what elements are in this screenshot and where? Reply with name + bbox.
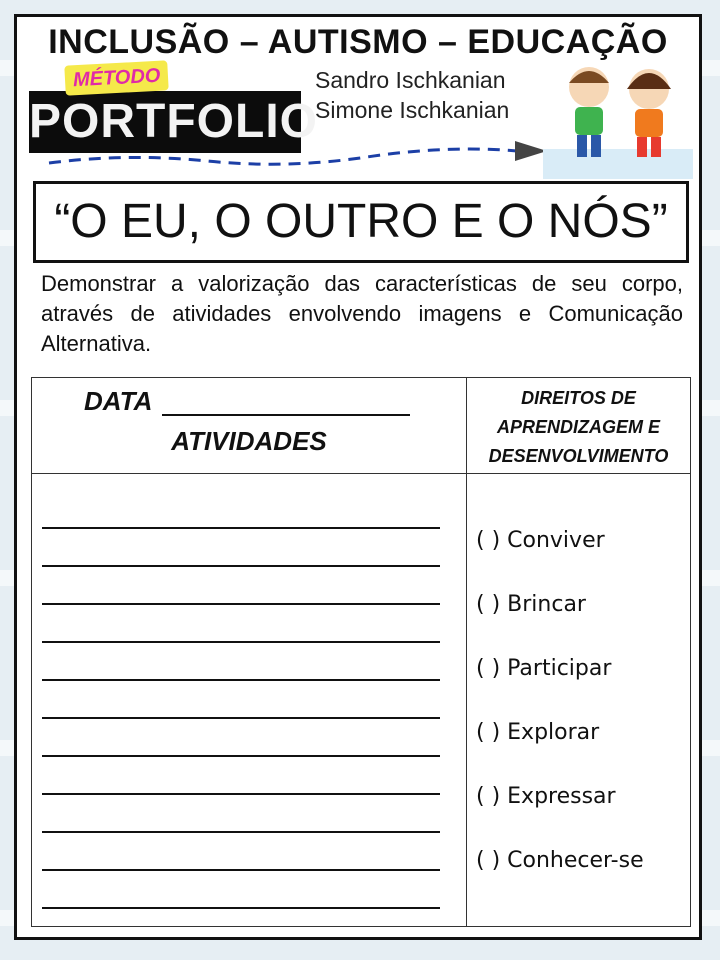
activity-writing-line[interactable]	[42, 831, 440, 833]
date-label: DATA	[84, 386, 153, 416]
rights-header-line: APRENDIZAGEM E	[496, 417, 660, 437]
option-explorar[interactable]: ( ) Explorar	[476, 720, 600, 745]
logo-portfolio-text: PORTFOLIO	[29, 91, 301, 153]
author-name: Sandro Ischkanian	[315, 67, 506, 93]
header-title: INCLUSÃO – AUTISMO – EDUCAÇÃO	[48, 23, 668, 61]
activity-writing-line[interactable]	[42, 755, 440, 757]
activities-label: ATIVIDADES	[171, 426, 327, 456]
activity-writing-line[interactable]	[42, 907, 440, 909]
authors	[315, 65, 509, 125]
date-field[interactable]	[162, 414, 410, 416]
pencil-dash-line	[47, 137, 547, 177]
option-participar[interactable]: ( ) Participar	[476, 656, 612, 681]
activity-writing-line[interactable]	[42, 641, 440, 643]
activities-table	[31, 377, 691, 927]
activity-writing-line[interactable]	[42, 869, 440, 871]
activity-writing-line[interactable]	[42, 565, 440, 567]
activity-writing-line[interactable]	[42, 603, 440, 605]
worksheet-page	[14, 14, 702, 940]
description: Demonstrar a valorização das características de seu corpo, através de atividades envolvendo imagens e Comunicação Alternativa.	[41, 271, 683, 356]
kids-illustration-icon	[537, 53, 697, 185]
rights-header	[467, 384, 690, 471]
activity-writing-line[interactable]	[42, 679, 440, 681]
rights-header-line: DIREITOS DE	[521, 388, 636, 408]
logo-metodo-badge: MÉTODO	[64, 60, 169, 95]
header-divider	[32, 473, 690, 474]
activity-writing-line[interactable]	[42, 527, 440, 529]
author-name: Simone Ischkanian	[315, 97, 510, 123]
option-conviver[interactable]: ( ) Conviver	[476, 528, 605, 553]
worksheet-title: “O EU, O OUTRO E O NÓS”	[33, 181, 689, 263]
activity-writing-line[interactable]	[42, 717, 440, 719]
option-conhecer-se[interactable]: ( ) Conhecer-se	[476, 848, 644, 873]
option-expressar[interactable]: ( ) Expressar	[476, 784, 616, 809]
option-brincar[interactable]: ( ) Brincar	[476, 592, 586, 617]
rights-header-line: DESENVOLVIMENTO	[488, 446, 669, 466]
activity-writing-line[interactable]	[42, 793, 440, 795]
